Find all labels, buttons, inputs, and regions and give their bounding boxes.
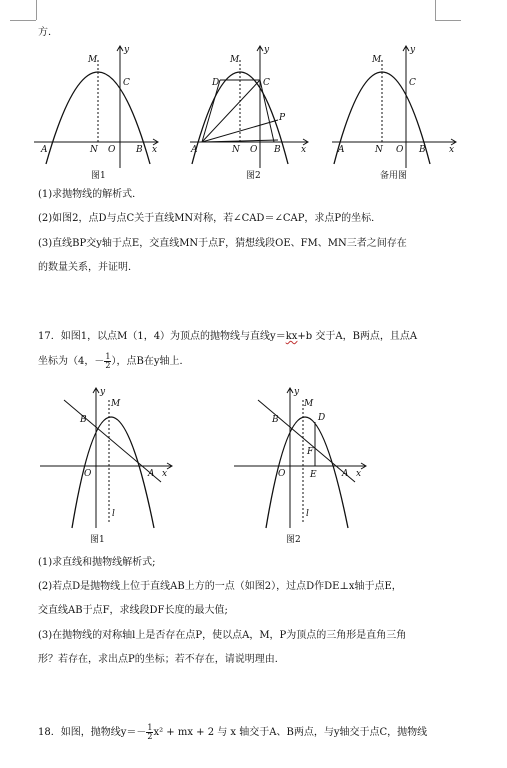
q17-part2-line2: 交直线AB于点F，求线段DF长度的最大值; xyxy=(38,605,228,616)
q16-fig3-label-M: M xyxy=(372,55,382,65)
q17-stem-line2 xyxy=(38,353,189,370)
q16-fig3-label-x: x xyxy=(449,145,455,155)
q16-part3-line1: (3)直线BP交y轴于点E，交直线MN于点F，猜想线段OE、FM、MN三者之间存在 xyxy=(38,238,407,249)
q17-figure-1 xyxy=(36,382,176,532)
q16-fig2-label-M: M xyxy=(230,55,240,65)
q16-fig1-label-x: x xyxy=(152,145,158,155)
q16-fig2-label-C: C xyxy=(263,78,270,88)
q16-fig2-label-D: D xyxy=(212,78,220,88)
q17-fraction-den: 2 xyxy=(105,361,111,370)
q16-fig1-label-M: M xyxy=(88,55,98,65)
q17-stem-line2-b: ），点B在y轴上． xyxy=(111,356,190,367)
q16-part2: (2)如图2，点D与点C关于直线MN对称，若∠CAD＝∠CAP，求点P的坐标． xyxy=(38,213,382,224)
q17-fig2-label-E: E xyxy=(310,470,317,480)
q17-stem-line1-c: +b 交于A，B两点，且点A xyxy=(297,331,418,342)
q17-fig2-label-y: y xyxy=(294,387,300,397)
q16-fig1-label-O: O xyxy=(108,145,116,155)
page-corner-mark-right xyxy=(435,0,436,20)
page-corner-mark-right-h xyxy=(435,20,461,21)
q18-stem xyxy=(38,724,427,741)
q17-stem-kx: kx xyxy=(285,331,298,342)
q18-stem-a: 18．如图，抛物线y＝－ xyxy=(38,727,147,738)
previous-question-fragment: 方． xyxy=(38,27,58,38)
q17-fig2-label-O: O xyxy=(278,469,286,479)
q17-fig1-label-M: M xyxy=(111,399,121,409)
q16-figure-backup xyxy=(330,40,460,170)
q17-fig1-caption: 图1 xyxy=(90,535,105,545)
page-corner-mark-left xyxy=(36,0,37,20)
q16-fig1-label-y: y xyxy=(124,45,130,55)
q16-figure-2 xyxy=(188,40,313,170)
q16-fig1-label-B: B xyxy=(136,145,143,155)
q16-fig1-label-C: C xyxy=(123,78,130,88)
q16-fig1-label-N: N xyxy=(90,145,98,155)
q17-fig1-label-x: x xyxy=(162,469,168,479)
q17-fig2-label-M: M xyxy=(304,399,314,409)
q17-fig1-label-O: O xyxy=(84,469,92,479)
q16-figure-1 xyxy=(32,40,162,170)
q16-fig1-label-A: A xyxy=(41,145,48,155)
q16-fig1-caption: 图1 xyxy=(91,171,106,181)
q17-fig2-label-D: D xyxy=(318,413,326,423)
q17-fig1-label-A: A xyxy=(148,469,155,479)
q16-fig2-label-B: B xyxy=(274,145,281,155)
q17-figure-2 xyxy=(230,382,370,532)
q18-fraction-den: 2 xyxy=(147,732,153,741)
q16-fig2-label-x: x xyxy=(301,145,307,155)
q16-fig2-caption: 图2 xyxy=(246,171,261,181)
q16-fig3-label-N: N xyxy=(375,145,383,155)
q16-fig3-label-A: A xyxy=(338,145,345,155)
q16-fig2-label-A: A xyxy=(191,145,198,155)
q16-fig2-label-N: N xyxy=(232,145,240,155)
q17-part3-line1: (3)在抛物线的对称轴l上是否存在点P，使以点A，M，P为顶点的三角形是直角三角 xyxy=(38,630,407,641)
q17-fig1-label-l: l xyxy=(112,509,115,519)
q17-fig2-caption: 图2 xyxy=(286,535,301,545)
q17-fraction-num: 1 xyxy=(105,352,111,361)
q17-stem-line2-a: 坐标为（4，－ xyxy=(38,356,105,367)
q17-fig2-label-A: A xyxy=(342,469,349,479)
page-corner-mark-left-h xyxy=(10,20,36,21)
q17-fig1-label-y: y xyxy=(100,387,106,397)
q16-part3-line2: 的数量关系，并证明． xyxy=(38,262,138,273)
q16-fig3-label-y: y xyxy=(410,45,416,55)
q16-fig2-label-P: P xyxy=(279,113,286,123)
q17-fig2-label-x: x xyxy=(356,469,362,479)
q16-fig3-label-C: C xyxy=(409,78,416,88)
q16-fig2-label-y: y xyxy=(264,45,270,55)
q16-part1: (1)求抛物线的解析式． xyxy=(38,189,143,200)
q18-fraction-num: 1 xyxy=(147,723,153,732)
q16-fig3-caption: 备用图 xyxy=(380,171,408,181)
q17-part1: (1)求直线和抛物线解析式; xyxy=(38,557,156,568)
q17-stem-line1 xyxy=(38,330,417,343)
q17-fig2-label-l: l xyxy=(306,509,309,519)
q17-part3-line2: 形？若存在，求出点P的坐标；若不存在，请说明理由． xyxy=(38,654,285,665)
q16-fig3-label-O: O xyxy=(396,145,404,155)
q16-fig3-label-B: B xyxy=(419,145,426,155)
q17-fig2-label-F: F xyxy=(307,447,314,457)
q17-stem-line1-a: 17．如图1，以点M（1，4）为顶点的抛物线与直线y＝ xyxy=(38,331,286,342)
q16-fig2-label-O: O xyxy=(250,145,258,155)
q17-part2-line1: (2)若点D是抛物线上位于直线AB上方的一点（如图2），过点D作DE⊥x轴于点E， xyxy=(38,581,402,592)
q18-stem-b: x² + mx + 2 与 x 轴交于A、B两点，与y轴交于点C，抛物线 xyxy=(153,727,428,738)
q17-fig1-label-B: B xyxy=(80,415,87,425)
q17-fig2-label-B: B xyxy=(272,415,279,425)
